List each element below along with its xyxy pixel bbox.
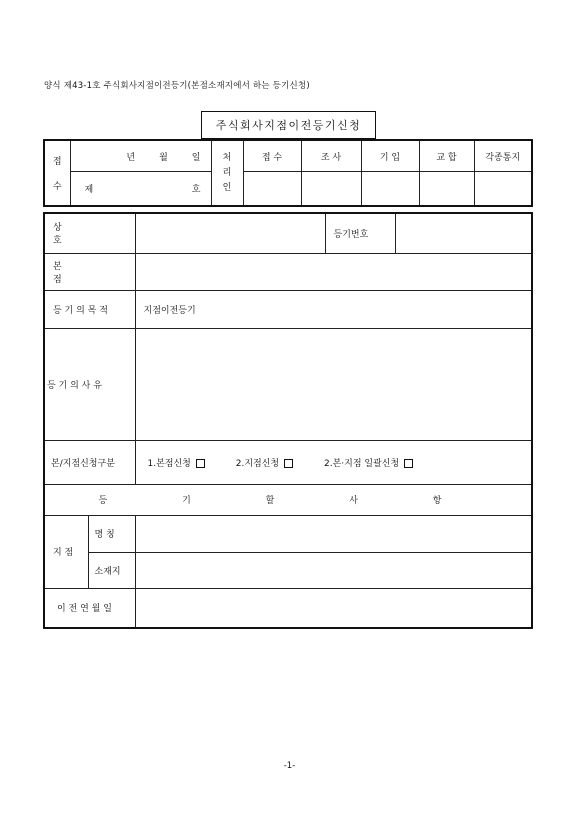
option-head-office-label: 1.본점신청 [147,458,191,469]
page-number: -1- [283,761,296,771]
receipt-label-cell [44,140,70,206]
option-branch[interactable] [236,459,293,469]
option-head-office[interactable] [148,459,205,469]
notice-stamp-cell[interactable] [474,172,532,207]
review-stamp-cell[interactable] [301,172,361,207]
receipt-date-cell[interactable] [70,140,211,172]
branch-label: 지 점 [44,515,88,588]
receipt-table [43,139,533,207]
purpose-value[interactable]: 지점이전등기 [135,290,532,328]
reg-number-label: 등기번호 [325,213,395,253]
entry-stamp-cell[interactable] [361,172,419,207]
option-both[interactable] [324,459,413,469]
reason-field[interactable] [135,328,532,440]
head-office-label: 본 점 [44,253,135,290]
trade-name-label: 상 호 [53,223,117,247]
number-suffix: 호 [191,185,201,195]
reg-number-field[interactable] [395,213,532,253]
application-type-label: 본/지점신청구분 [44,440,135,484]
process-label: 처 리 인 [222,152,232,193]
form-title: 주식회사지점이전등기신청 [201,111,376,139]
receipt-number-cell[interactable] [70,172,211,207]
registration-matters-header: 등 기 할 사 항 [44,484,532,515]
col-notice: 각종통지 [474,140,532,172]
trade-name-field[interactable] [135,213,325,253]
relocation-date-field[interactable] [135,588,532,628]
receive-stamp-cell[interactable] [243,172,301,207]
branch-name-field[interactable] [135,515,532,552]
relocation-date-label: 이 전 연 월 일 [44,588,135,628]
year-label: 년 [126,152,136,163]
receipt-label-bottom: 수 [52,182,62,192]
option-branch-label: 2.지점신청 [235,458,280,469]
reason-label: 등 기 의 사 유 [44,328,135,440]
col-entry: 기 입 [361,140,419,172]
col-verify: 교 합 [419,140,474,172]
trade-name-label-cell [44,213,135,253]
receipt-label-top: 접 [52,157,62,167]
form-code: 양식 제43-1호 주식회사지점이전등기(본점소재지에서 하는 등기신청) [44,81,310,91]
purpose-label: 등 기 의 목 적 [44,290,135,328]
both-checkbox[interactable] [404,459,413,468]
process-label-cell [211,140,243,206]
col-review: 조 사 [301,140,361,172]
day-label: 일 [191,152,201,163]
branch-address-field[interactable] [135,552,532,588]
head-office-checkbox[interactable] [196,459,205,468]
application-table [43,212,533,629]
head-office-field[interactable] [135,253,532,290]
application-type-options [135,440,532,484]
branch-name-label: 명 칭 [88,515,135,552]
col-receive: 접 수 [243,140,301,172]
option-both-label: 2.본·지점 일괄신청 [324,458,400,469]
month-label: 월 [159,152,168,163]
number-prefix: 제 [84,185,94,195]
branch-address-label: 소재지 [88,552,135,588]
verify-stamp-cell[interactable] [419,172,474,207]
branch-checkbox[interactable] [284,459,293,468]
